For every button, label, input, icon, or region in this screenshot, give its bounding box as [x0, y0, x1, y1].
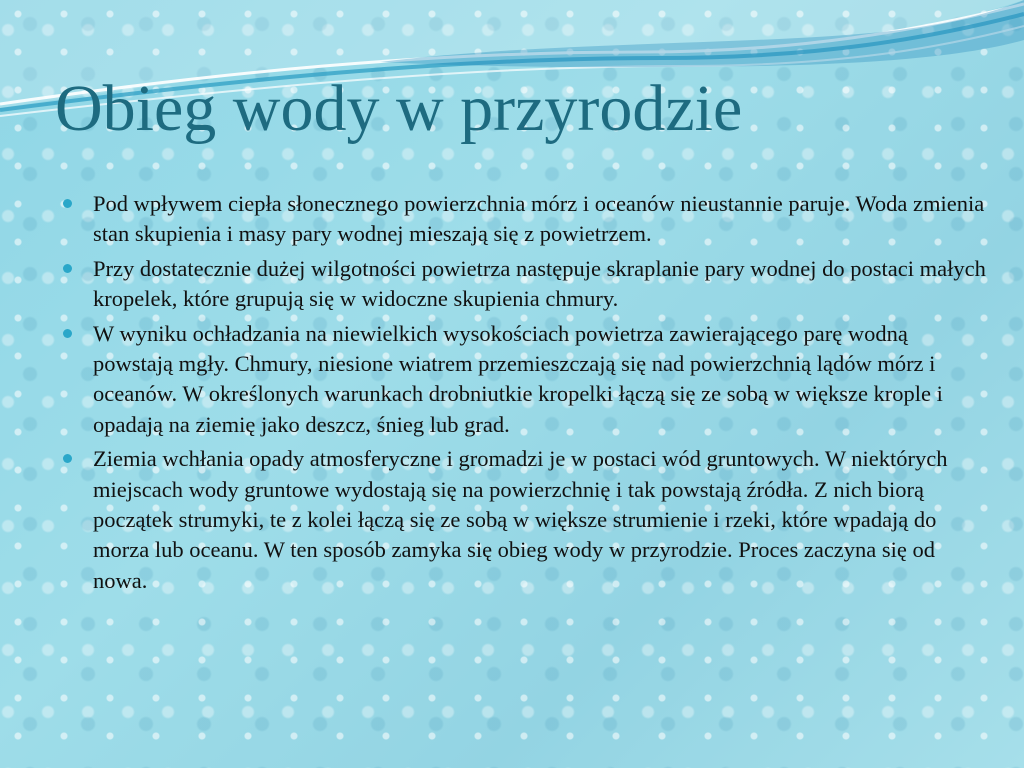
bullet-text: W wyniku ochładzania na niewielkich wysokościach powietrza zawierającego parę wodną powstają mgły. Chmury, niesione wiatrem przemieszczają się nad powierzchnią lądów mórz i oceanów. W określonych warunkach drobniutkie kropelki łączą się ze sobą w większe krople i opadają na ziemię jako deszcz, śnieg lub grad. [93, 320, 943, 437]
list-item [60, 189, 990, 250]
bullet-icon [63, 264, 72, 273]
slide-title: Obieg wody w przyrodzie [55, 72, 743, 145]
bullet-list [60, 189, 990, 600]
list-item [60, 444, 990, 596]
bullet-text: Pod wpływem ciepła słonecznego powierzchnia mórz i oceanów nieustannie paruje. Woda zmienia stan skupienia i masy pary wodnej mieszają się z powietrzem. [93, 191, 985, 247]
bullet-icon [63, 199, 72, 208]
bullet-icon [63, 329, 72, 338]
bullet-icon [63, 454, 72, 463]
list-item [60, 319, 990, 441]
bullet-text: Ziemia wchłania opady atmosferyczne i gromadzi je w postaci wód gruntowych. W niektórych miejscach wody gruntowe wydostają się na powierzchnię i tak powstają źródła. Z nich biorą początek strumyki, te z kolei łączą się ze sobą w większe strumienie i rzeki, które wpadają do morza lub oceanu. W ten sposób zamyka się obieg wody w przyrodzie. Proces zaczyna się od nowa. [93, 446, 948, 593]
list-item [60, 254, 990, 315]
bullet-text: Przy dostatecznie dużej wilgotności powietrza następuje skraplanie pary wodnej do postaci małych kropelek, które grupują się w widoczne skupienia chmury. [93, 255, 986, 312]
